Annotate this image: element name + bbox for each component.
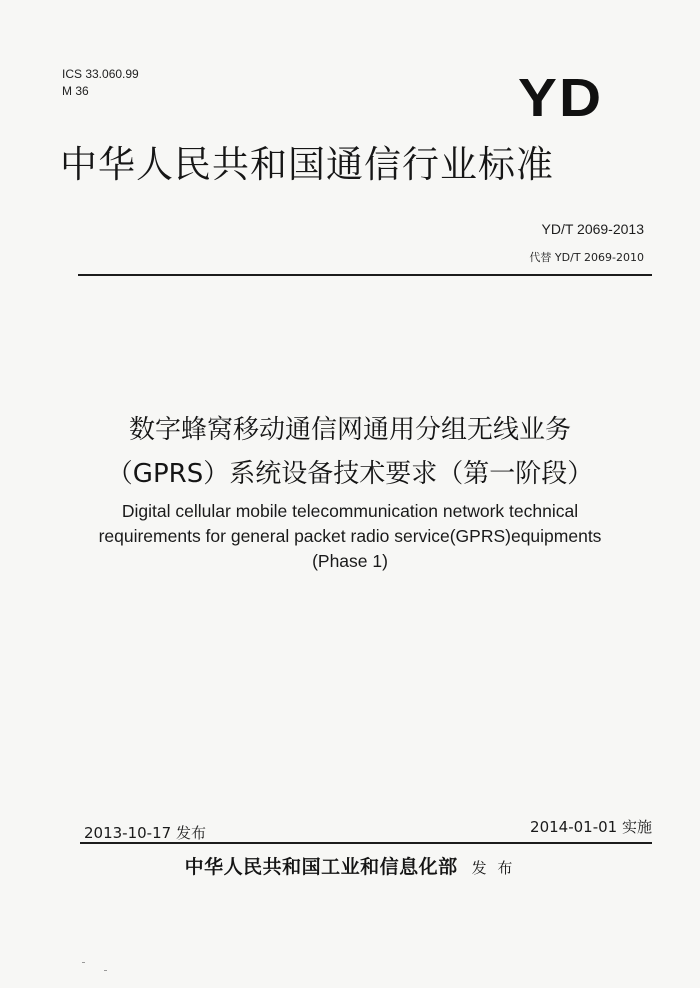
ics-code: ICS 33.060.99 <box>62 67 139 81</box>
yd-logo: YD <box>518 68 604 128</box>
top-divider <box>78 274 652 276</box>
implementation-date: 2014-01-01 实施 <box>530 818 652 836</box>
standard-category-title: 中华人民共和国通信行业标准 <box>60 143 554 186</box>
standard-number: YD/T 2069-2013 <box>541 221 644 237</box>
classification-code: M 36 <box>62 84 89 98</box>
scan-speck <box>104 970 107 971</box>
chinese-title-line-1: 数字蜂窝移动通信网通用分组无线业务 <box>128 415 571 445</box>
publisher-name: 中华人民共和国工业和信息化部 <box>184 856 458 878</box>
publisher <box>0 852 700 879</box>
scan-speck <box>82 962 85 963</box>
english-title-line-2: requirements for general packet radio service(GPRS)equipments <box>98 526 602 546</box>
replaces-standard: 代替 YD/T 2069-2010 <box>529 251 644 264</box>
publisher-suffix: 发 布 <box>471 859 516 877</box>
english-title-line-3: (Phase 1) <box>312 551 388 571</box>
english-document-title <box>0 499 700 574</box>
bottom-divider <box>80 842 652 844</box>
chinese-title-line-2: （GPRS）系统设备技术要求（第一阶段） <box>106 459 594 489</box>
issue-date: 2013-10-17 发布 <box>84 824 206 842</box>
chinese-document-title <box>0 408 700 496</box>
classification-codes <box>62 66 139 100</box>
english-title-line-1: Digital cellular mobile telecommunication network technical <box>121 501 579 521</box>
